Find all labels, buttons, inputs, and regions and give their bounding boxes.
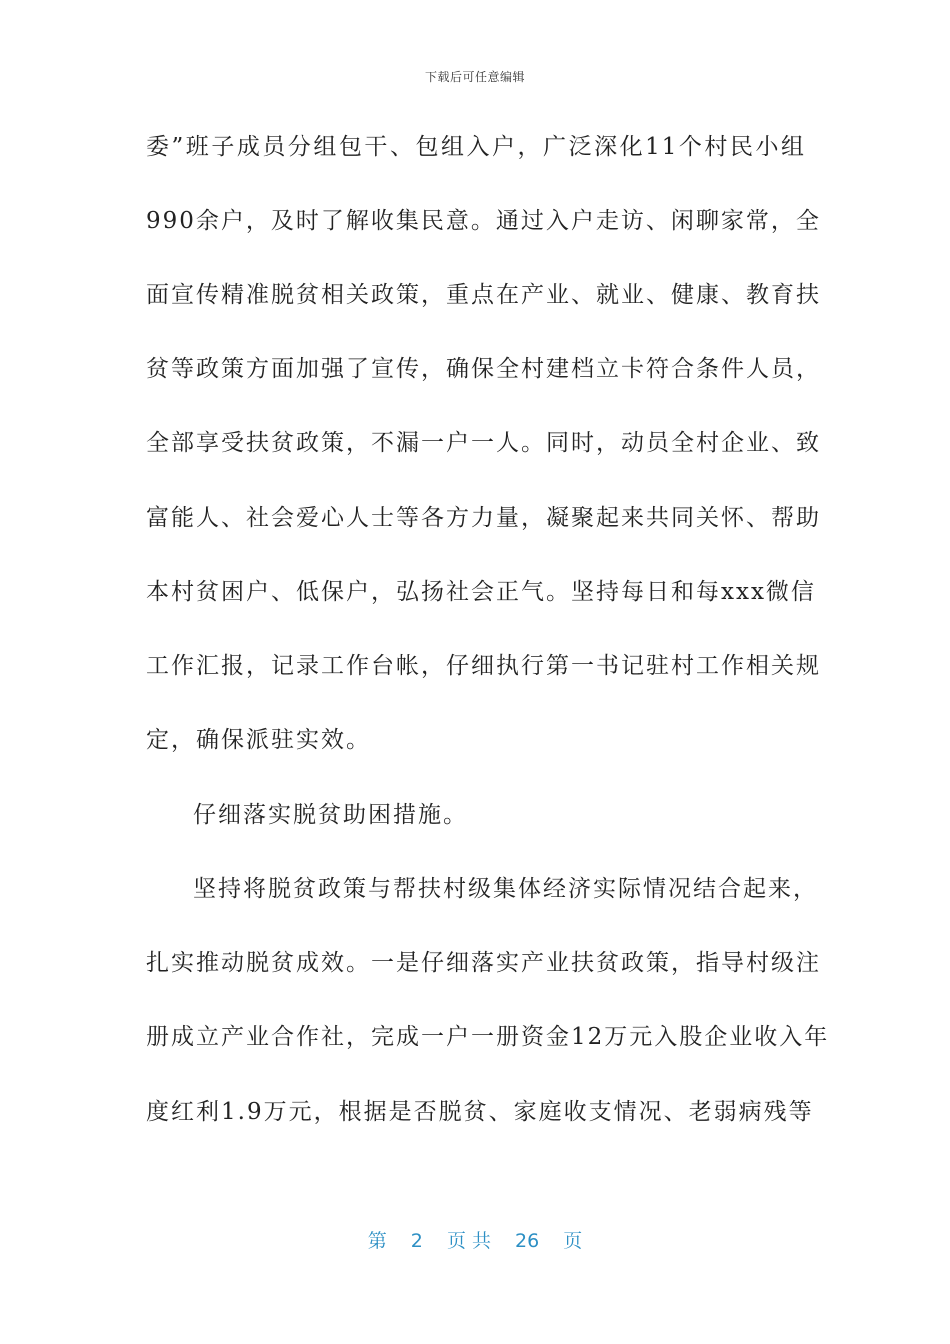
header-note: 下载后可任意编辑 (424, 70, 525, 84)
paragraph-line: 贫等政策方面加强了宣传，确保全村建档立卡符合条件人员， (146, 356, 821, 382)
paragraph-line: 全部享受扶贫政策，不漏一户一人。同时，动员全村企业、致 (146, 430, 821, 456)
total-pages: 26 (515, 1230, 540, 1252)
paragraph-line: 委”班子成员分组包干、包组入户，广泛深化11个村民小组 (146, 134, 806, 160)
section-heading: 仔细落实脱贫助困措施。 (193, 802, 468, 828)
paragraph-line: 工作汇报，记录工作台帐，仔细执行第一书记驻村工作相关规 (146, 653, 821, 679)
paragraph-line: 册成立产业合作社，完成一户一册资金12万元入股企业收入年 (146, 1024, 830, 1050)
page-footer (0, 1226, 950, 1253)
paragraph-line: 定，确保派驻实效。 (146, 727, 371, 753)
paragraph-line: 本村贫困户、低保户，弘扬社会正气。坚持每日和每xxx微信 (146, 579, 816, 605)
paragraph-line: 坚持将脱贫政策与帮扶村级集体经济实际情况结合起来， (193, 876, 818, 902)
page-number: 2 (410, 1230, 423, 1252)
paragraph-line: 990余户，及时了解收集民意。通过入户走访、闲聊家常，全 (146, 208, 821, 234)
paragraph-line: 度红利1.9万元，根据是否脱贫、家庭收支情况、老弱病残等 (146, 1099, 814, 1125)
page-prefix: 第 (367, 1230, 387, 1252)
page-middle: 页共 (446, 1230, 497, 1252)
paragraph-line: 富能人、社会爱心人士等各方力量，凝聚起来共同关怀、帮助 (146, 505, 821, 531)
paragraph-line: 扎实推动脱贫成效。一是仔细落实产业扶贫政策，指导村级注 (146, 950, 821, 976)
paragraph-line: 面宣传精准脱贫相关政策，重点在产业、就业、健康、教育扶 (146, 282, 821, 308)
page-suffix: 页 (563, 1230, 583, 1252)
